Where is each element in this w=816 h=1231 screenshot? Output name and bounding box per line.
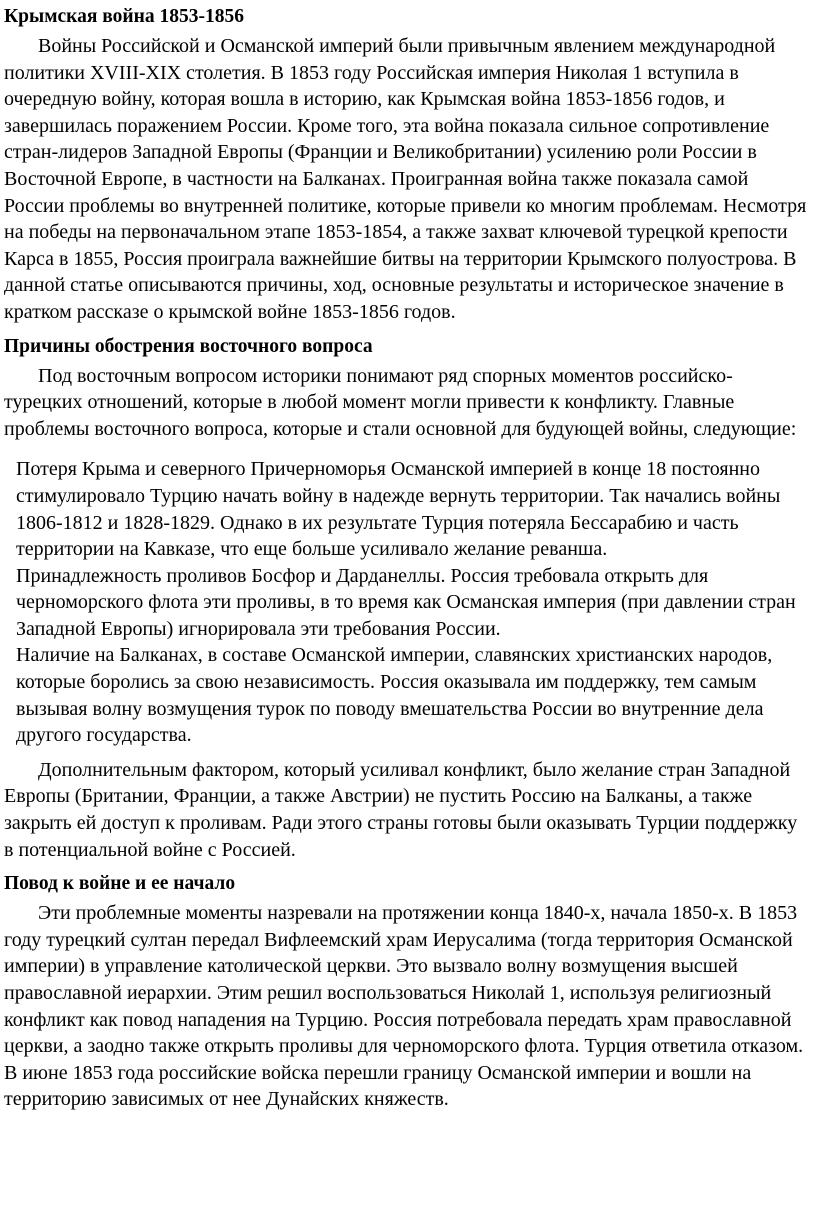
causes-list xyxy=(4,450,808,749)
causes-paragraph: Под восточным вопросом историки понимают ряд спорных моментов российско-турецких отношений, которые в любой момент могли привести к конфликту. Главные проблемы восточного вопроса, которые и стали основной для будующей войны, следующие: xyxy=(4,364,797,440)
intro-paragraph: Войны Российской и Османской империй были привычным явлением международной политики XVIII-XIX столетия. В 1853 году Российская империя Николая 1 вступила в очередную войну, которая вошла в историю, как Крымская война 1853-1856 годов, и завершилась поражением России. Кроме того, эта война показала сильное сопротивление стран-лидеров Западной Европы (Франции и Великобритании) усилению роли России в Восточной Европе, в частности на Балканах. Проигранная война также показала самой России проблемы во внутренней политике, которые привели ко многим проблемам. Несмотря на победы на первоначальном этапе 1853-1854, а также захват ключевой турецкой крепости Карса в 1855, Россия проиграла важнейшие битвы на территории Крымского полуострова. В данной статье описываются причины, ход, основные результаты и историческое значение в кратком рассказе о крымской войне 1853-1856 годов. xyxy=(4,35,807,323)
list-item: Наличие на Балканах, в составе Османской империи, славянских христианских народов, которые боролись за свою независимость. Россия оказывала им поддержку, тем самым вызывая волну возмущения турок по поводу вмешательства России во внутренние дела другого государства. xyxy=(16,644,773,747)
list-item: Принадлежность проливов Босфор и Дарданеллы. Россия требовала открыть для черноморского флота эти проливы, в то время как Османская империя (при давлении стран Западной Европы) игнорировала эти требования России. xyxy=(16,564,796,640)
list-item: Потеря Крыма и северного Причерноморья Османской империей в конце 18 постоянно стимулировало Турцию начать войну в надежде вернуть территории. Так начались войны 1806-1812 и 1828-1829. Однако в их результате Турция потеряла Бессарабию и часть территории на Кавказе, что еще больше усиливало желание реванша. xyxy=(16,458,781,561)
war-start-paragraph: Эти проблемные моменты назревали на протяжении конца 1840-х, начала 1850-х. В 1853 году турецкий султан передал Вифлеемский храм Иерусалима (тогда территория Османской империи) в управление католической церкви. Это вызвало волну возмущения высшей православной иерархии. Этим решил воспользоваться Николай 1, используя религиозный конфликт как повод нападения на Турцию. Россия потребовала передать храм православной церкви, а заодно также открыть проливы для черноморского флота. Турция ответила отказом. В июне 1853 года российские войска перешли границу Османской империи и вошли на территорию зависимых от нее Дунайских княжеств. xyxy=(4,902,804,1111)
section-heading-war-start: Повод к войне и ее начало xyxy=(4,873,236,895)
additional-factor-paragraph: Дополнительным фактором, который усиливал конфликт, было желание стран Западной Европы (Британии, Франции, а также Австрии) не пустить Россию на Балканы, а также закрыть ей доступ к проливам. Ради этого страны готовы были оказывать Турции поддержку в потенциальной войне с Россией. xyxy=(4,758,798,861)
section-heading-causes: Причины обострения восточного вопроса xyxy=(4,335,373,357)
document-title: Крымская война 1853-1856 xyxy=(4,6,244,27)
